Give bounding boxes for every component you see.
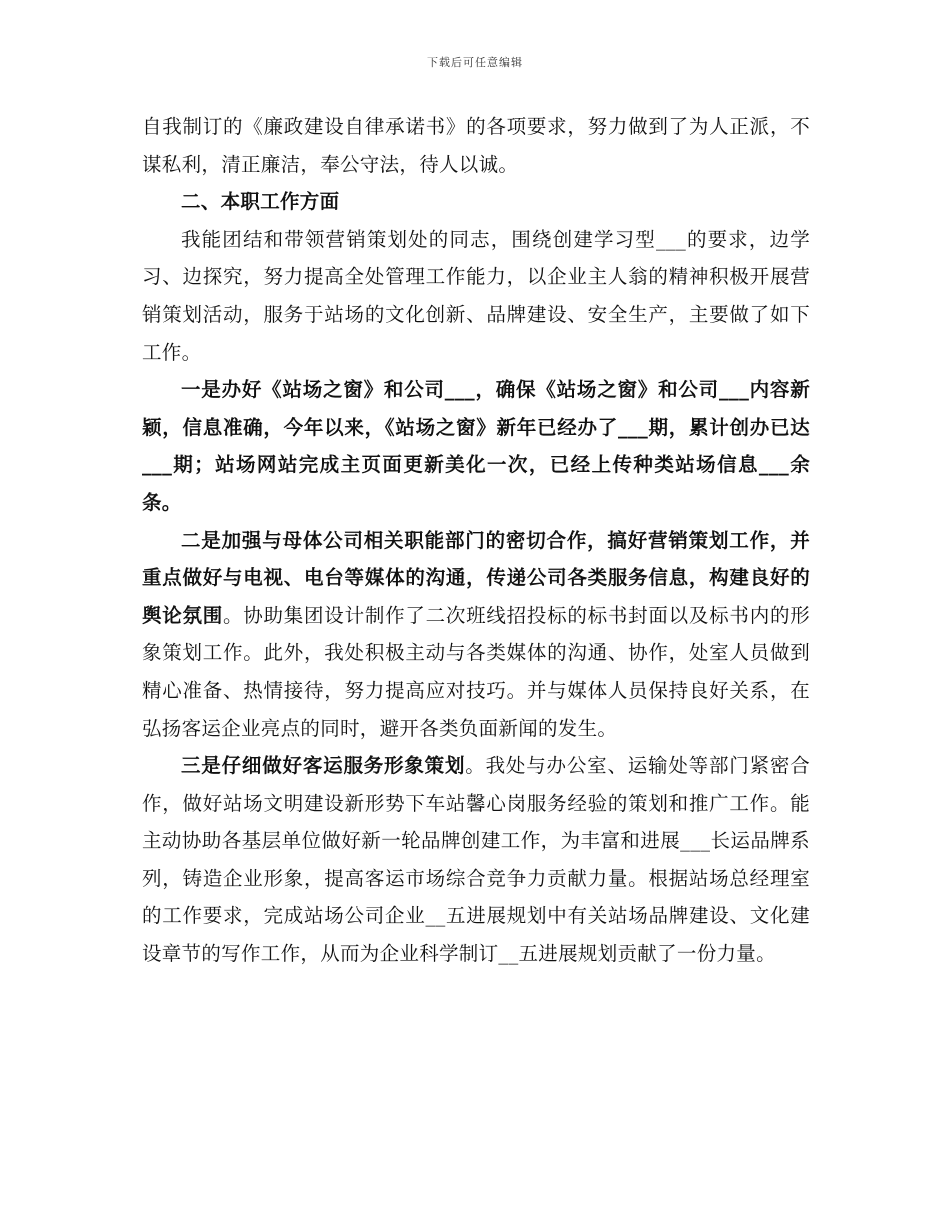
point-three-body: 。我处与办公室、运输处等部门紧密合作，做好站场文明建设新形势下车站馨心岗服务经验的策划和推广工作。能主动协助各基层单位做好新一轮品牌创建工作，为丰富和进展___长运品牌系列，铸造企业形象，提高客运市场综合竞争力贡献力量。根据站场总经理室的工作要求，完成站场公司企业__五进展规划中有关站场品牌建设、文化建设章节的写作工作，从而为企业科学制订__五进展规划贡献了一份力量。 <box>142 754 810 966</box>
page-header-note: 下载后可任意编辑 <box>427 56 523 69</box>
paragraph-point-one: 一是办好《站场之窗》和公司___，确保《站场之窗》和公司___内容新颖，信息准确，今年以来，《站场之窗》新年已经办了___期，累计创办已达___期；站场网站完成主页面更新美化一次，已经上传种类站场信息___余条。 <box>142 378 810 514</box>
point-two-lead: 二是加强与母体公司相关职能部门的密切合作，搞好营销策划工作，并重点做好与电视、电台等媒体的沟通，传递公司各类服务信息，构建良好的舆论氛围 <box>142 528 810 627</box>
paragraph-point-two <box>142 522 810 748</box>
point-two-body: 。协助集团设计制作了二次班线招投标的标书封面以及标书内的形象策划工作。此外，我处积极主动与各类媒体的沟通、协作，处室人员做到精心准备、热情接待，努力提高应对技巧。并与媒体人员保持良好关系，在弘扬客运企业亮点的同时，避开各类负面新闻的发生。 <box>142 603 811 740</box>
paragraph-integrity: 自我制订的《廉政建设自律承诺书》的各项要求，努力做到了为人正派，不谋私利，清正廉洁，奉公守法，待人以诚。 <box>142 115 810 176</box>
paragraph-intro: 我能团结和带领营销策划处的同志，围绕创建学习型___的要求，边学习、边探究，努力提高全处管理工作能力，以企业主人翁的精神积极开展营销策划活动，服务于站场的文化创新、品牌建设、安全生产，主要做了如下工作。 <box>142 227 810 364</box>
paragraph-point-three <box>142 747 810 973</box>
document-body <box>142 108 810 973</box>
point-three-lead: 三是仔细做好客运服务形象策划 <box>181 754 466 778</box>
section-heading: 二、本职工作方面 <box>181 190 340 214</box>
